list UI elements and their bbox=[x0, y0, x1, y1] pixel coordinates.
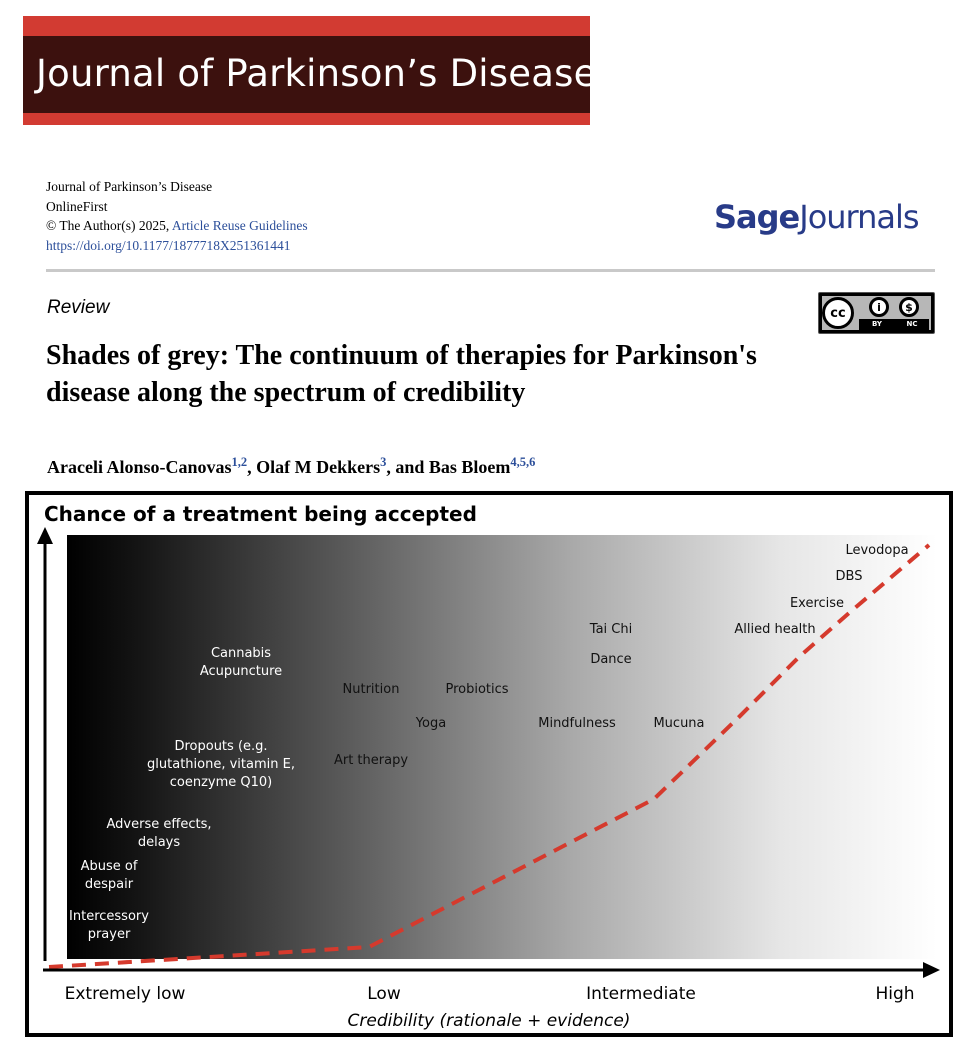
therapy-label: Tai Chi bbox=[589, 622, 633, 637]
therapy-label: coenzyme Q10) bbox=[169, 775, 273, 790]
doi-link[interactable]: https://doi.org/10.1177/1877718X251361441 bbox=[46, 237, 291, 253]
header-divider bbox=[46, 269, 935, 272]
publisher-logo-rest: Journals bbox=[799, 198, 919, 236]
x-tick-label: High bbox=[875, 984, 915, 1004]
x-axis-title: Credibility (rationale + evidence) bbox=[347, 1011, 631, 1031]
therapy-label: delays bbox=[137, 835, 181, 850]
therapy-label: Mucuna bbox=[653, 716, 705, 731]
therapy-label: Levodopa bbox=[845, 543, 909, 558]
journal-banner bbox=[23, 16, 597, 125]
author-list bbox=[47, 455, 535, 478]
therapy-label: Cannabis bbox=[210, 646, 272, 661]
therapy-label: Dance bbox=[590, 652, 632, 667]
cc-logo-icon: cc bbox=[822, 297, 854, 329]
author-name[interactable]: Bas Bloem bbox=[428, 457, 511, 477]
meta-issue: OnlineFirst bbox=[46, 198, 108, 214]
x-tick-label: Extremely low bbox=[64, 984, 186, 1004]
therapy-label: Nutrition bbox=[342, 682, 400, 697]
author-affiliation[interactable]: 4,5,6 bbox=[510, 455, 536, 469]
therapy-label: Dropouts (e.g. bbox=[174, 739, 268, 754]
therapy-label: Mindfulness bbox=[538, 716, 616, 731]
publisher-logo-bold: Sage bbox=[714, 198, 800, 236]
article-meta bbox=[46, 177, 308, 255]
author-name[interactable]: Olaf M Dekkers bbox=[256, 457, 381, 477]
figure-title: Chance of a treatment being accepted bbox=[44, 502, 477, 526]
therapy-label: Allied health bbox=[734, 622, 816, 637]
attribution-icon: i bbox=[869, 297, 889, 317]
article-title: Shades of grey: The continuum of therapies for Parkinson's disease along the spectrum of credibility bbox=[46, 340, 757, 408]
therapy-label: glutathione, vitamin E, bbox=[147, 757, 295, 772]
cc-nc-label: NC bbox=[895, 319, 929, 330]
x-tick-label: Intermediate bbox=[586, 984, 696, 1004]
banner-bottom-stripe bbox=[23, 113, 590, 125]
publisher-logo[interactable] bbox=[714, 198, 919, 236]
article-section: Review bbox=[47, 297, 110, 318]
meta-copyright: © The Author(s) 2025, bbox=[46, 218, 170, 233]
therapy-label: Abuse of bbox=[80, 859, 138, 874]
meta-journal: Journal of Parkinson’s Disease bbox=[46, 179, 213, 194]
x-axis-arrow-icon bbox=[923, 962, 940, 978]
meta-copyright-line bbox=[46, 216, 308, 236]
figure bbox=[25, 491, 953, 1037]
journal-banner-title: Journal of Parkinson’s Disease bbox=[36, 52, 597, 95]
author-separator: , and bbox=[386, 457, 429, 477]
therapy-label: Exercise bbox=[789, 596, 845, 611]
figure-canvas bbox=[29, 495, 949, 1033]
cc-by-label: BY bbox=[859, 319, 895, 330]
therapy-label: prayer bbox=[87, 927, 131, 942]
therapy-label: Adverse effects, bbox=[106, 817, 212, 832]
therapy-label: Intercessory bbox=[69, 909, 149, 924]
banner-top-stripe bbox=[23, 16, 590, 36]
author-separator: , bbox=[247, 457, 257, 477]
therapy-label: DBS bbox=[835, 569, 863, 584]
therapy-label: Probiotics bbox=[445, 682, 509, 697]
author-affiliation[interactable]: 1,2 bbox=[231, 455, 248, 469]
therapy-label: Acupuncture bbox=[199, 664, 283, 679]
reuse-guidelines-link[interactable]: Article Reuse Guidelines bbox=[171, 218, 308, 233]
therapy-label: despair bbox=[84, 877, 134, 892]
therapy-label: Art therapy bbox=[333, 753, 409, 768]
y-axis-arrow-icon bbox=[37, 527, 53, 544]
author-affiliation[interactable]: 3 bbox=[380, 455, 387, 469]
cc-license-badge[interactable] bbox=[818, 292, 935, 334]
noncommercial-icon: $ bbox=[899, 297, 919, 317]
x-tick-label: Low bbox=[367, 984, 401, 1004]
author-name[interactable]: Araceli Alonso-Canovas bbox=[47, 457, 232, 477]
therapy-label: Yoga bbox=[415, 716, 447, 731]
